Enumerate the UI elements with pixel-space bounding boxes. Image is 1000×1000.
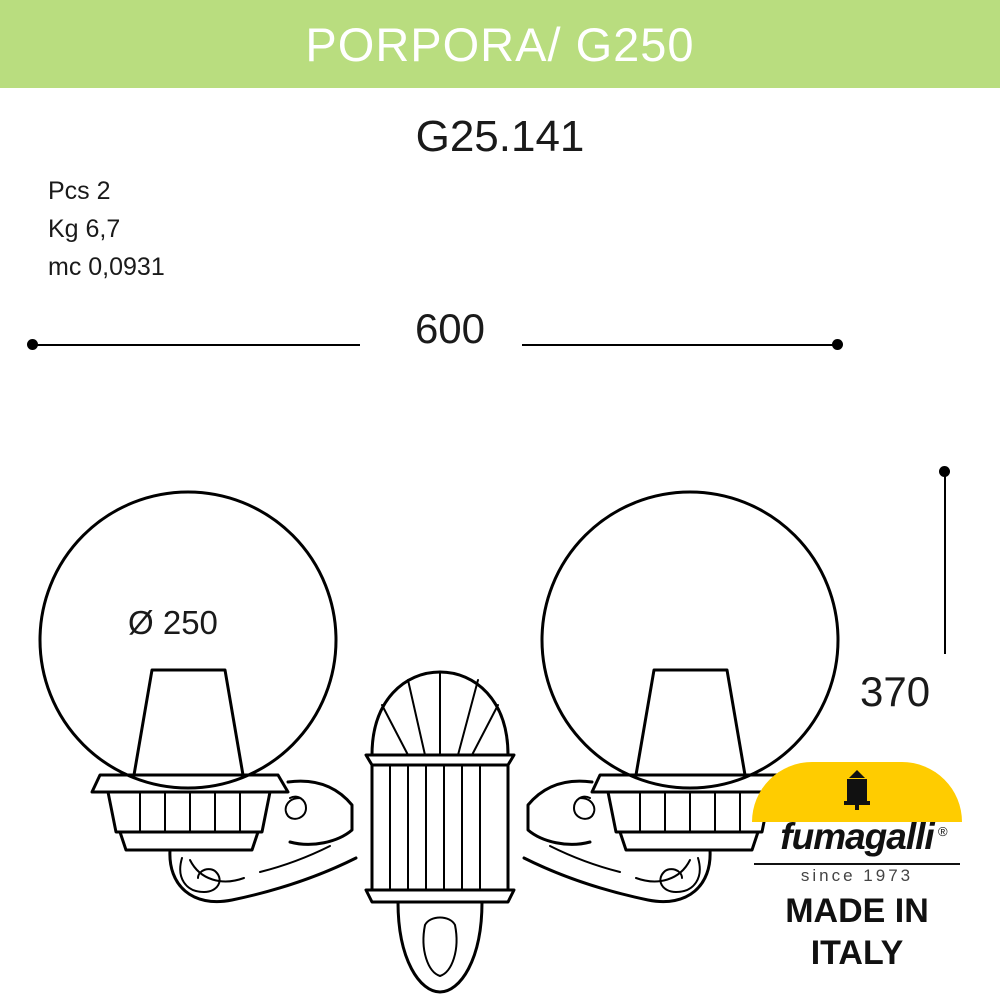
left-lamp-neck <box>134 670 243 775</box>
logo-since-text: since 1973 <box>800 866 914 885</box>
header-banner <box>0 0 1000 88</box>
width-dimension-endpoint-right <box>832 339 843 350</box>
right-scroll-terminal <box>660 858 699 892</box>
center-mount-ribs <box>390 765 480 890</box>
right-globe-sphere <box>542 492 838 788</box>
left-scroll-curl <box>286 797 306 819</box>
lantern-icon <box>841 768 873 812</box>
right-holder-ribs <box>640 792 740 832</box>
center-shell-ribs <box>382 672 498 755</box>
fumagalli-logo <box>752 762 962 977</box>
right-holder-foot <box>620 832 758 850</box>
specs-list <box>48 172 165 286</box>
page-title: PORPORA/ G250 <box>305 17 695 71</box>
width-dimension-label: 600 <box>414 305 486 352</box>
left-globe-sphere <box>40 492 336 788</box>
left-scroll-terminal <box>180 858 219 892</box>
spec-pcs: Pcs 2 <box>48 177 111 205</box>
width-dimension-line-right <box>522 344 837 346</box>
left-scroll-arm <box>288 781 352 844</box>
width-dimension-endpoint-left <box>27 339 38 350</box>
right-scroll-arm <box>528 781 592 844</box>
width-dimension-line-left <box>30 344 360 346</box>
right-scroll-curl <box>574 797 594 819</box>
logo-registered-mark: ® <box>938 824 948 839</box>
spec-mc: mc 0,0931 <box>48 253 165 281</box>
logo-made-in-line2: ITALY <box>810 934 904 972</box>
center-mount-body <box>372 765 508 890</box>
left-holder-ribs <box>140 792 240 832</box>
center-bottom-ornament <box>398 902 482 992</box>
logo-wordmark: fumagalli <box>780 816 934 857</box>
height-dimension-label: 370 <box>860 668 931 715</box>
logo-divider <box>754 863 960 865</box>
diameter-label: Ø 250 <box>128 604 218 641</box>
center-mount-bottom-band <box>366 890 514 902</box>
spec-kg: Kg 6,7 <box>48 215 121 243</box>
left-lower-scroll-detail <box>260 846 330 872</box>
right-lower-scroll-detail <box>550 846 620 872</box>
right-lamp-neck <box>636 670 745 775</box>
center-bottom-ornament-inner <box>423 918 456 977</box>
product-code: G25.141 <box>415 112 585 161</box>
logo-made-in <box>752 890 962 974</box>
logo-made-in-line1: MADE IN <box>785 892 929 930</box>
left-holder-foot <box>120 832 258 850</box>
